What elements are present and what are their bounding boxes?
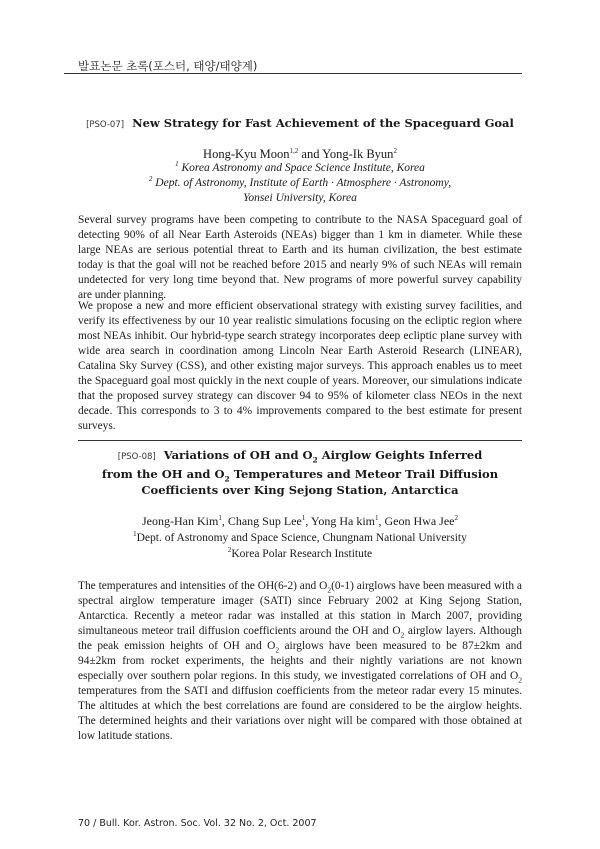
affil-text: Korea Astronomy and Space Science Institute, Korea [181, 162, 425, 174]
affil-number: 2 [227, 546, 232, 555]
title-part: Coefficients over King Sejong Station, Antarctica [141, 483, 459, 497]
abstract-1-affiliation-1 [78, 161, 522, 176]
author-separator: , [221, 514, 228, 528]
abstract-1-paragraph-1: Several survey programs have been competing to contribute to the NASA Spaceguard goal of detecting 90% of all Near Earth Asteroids (NEAs) bigger than 1 km in diameter. While these large NEAs are serious potential threat to Earth and its human civilization, the best estimate today is that the goal will not be reached before 2015 and nearly 9% of such NEAs will remain undetected for very long time beyond that. New programs of more powerful survey capability are under planning. [78, 214, 522, 301]
para-part: temperatures from the SATI and diffusion coefficients from the meteor radar every 15 minutes. The altitudes at which the best correlations are found are considered to be the airglow heights. The determined heights and their variations over night will be compared with those obtained at low latitude stations. [78, 685, 522, 742]
para-part: airglow layers. Although the peak emission heights of OH and O [78, 625, 522, 652]
author-name: Yong-Ik Byun [322, 147, 394, 161]
para-part: (0-1) airglows have been measured with a spectral airglow temperature imager (SATI) since February 2002 at King Sejong Station, Antarctica. Recently a meteor radar was installed at this station in March 2007, providing simultaneous meteor trail diffusion coefficients around the OH and O [78, 580, 522, 637]
author-separator: , [378, 514, 385, 528]
author-name: Chang Sup Lee [227, 514, 302, 528]
para-part: The temperatures and intensities of the OH(6-2) and O [78, 580, 328, 592]
abstract-1-title-text: New Strategy for Fast Achievement of the Spaceguard Goal [132, 116, 514, 130]
abstract-1-authors [78, 147, 522, 162]
author-affil-mark: 2 [393, 146, 397, 155]
author-separator: and [298, 147, 323, 161]
abstract-2-title [78, 447, 522, 499]
affil-text: Dept. of Astronomy, Institute of Earth · Atmosphere · Astronomy, [155, 177, 452, 189]
abstract-1-affiliation-2-cont [78, 191, 522, 206]
abstract-1-code: [PSO-07] [86, 120, 125, 130]
running-header: 발표논문 초록(포스터, 태양/태양계) [78, 59, 258, 73]
author-affil-mark: 1,2 [289, 146, 299, 155]
affil-number: 1 [133, 530, 137, 539]
subscript: 2 [224, 473, 230, 483]
para-part: airglows have been measured to be 87±2km and 94±2km from rocket experiments, the heights and their nightly variations are not known especially over southern polar regions. In this study, we investigated correlations of OH and O [78, 640, 522, 682]
author-name: Yong Ha kim [310, 514, 376, 528]
title-part: Airglow Geights Inferred [317, 448, 483, 462]
author-affil-mark: 2 [454, 514, 458, 522]
author-name: Jeong-Han Kim [142, 514, 219, 528]
affil-text: Korea Polar Research Institute [231, 548, 373, 560]
author-affil-mark: 1 [218, 514, 222, 522]
abstract-2-authors [78, 514, 522, 529]
abstract-2-paragraph [78, 579, 522, 744]
affil-text: Dept. of Astronomy and Space Science, Chungnam National University [136, 532, 467, 544]
abstract-2-code: [PSO-08] [117, 452, 156, 462]
author-affil-mark: 1 [375, 514, 379, 522]
abstract-2-affiliation-1 [78, 532, 522, 544]
title-part: Variations of OH and O [163, 448, 313, 462]
subscript: 2 [312, 455, 318, 465]
abstract-2-affiliation-2 [78, 548, 522, 560]
author-name: Geon Hwa Jee [384, 514, 455, 528]
title-part: Temperatures and Meteor Trail Diffusion [229, 466, 499, 481]
abstract-1-paragraph-2: We propose a new and more efficient observational strategy with existing survey facilities, and verify its effectiveness by our 10 year realistic simulations focusing on the ecliptic region where most NEAs inhibit. Our hybrid-type search strategy incorporates deep ecliptic plane survey with wide area search in coordination among Lincoln Near Earth Asteroid Research (LINEAR), Catalina Sky Survey (CSS), and other existing major surveys. This approach enables us to meet the Spaceguard goal most quickly in the next couple of years. Moreover, our simulations indicate that the proposed survey strategy can discover 94 to 95% of kilometer class NEOs in the next decade. This corresponds to 3 to 4% improvements compared to the best estimate for present surveys. [78, 300, 522, 432]
subscript: 2 [400, 630, 405, 640]
affil-number: 2 [148, 175, 153, 184]
abstract-1-title [78, 116, 522, 130]
author-affil-mark: 1 [301, 514, 306, 522]
header-rule [64, 73, 522, 74]
subscript: 2 [275, 645, 280, 655]
abstract-1-affiliation-2 [78, 176, 522, 191]
author-name: Hong-Kyu Moon [203, 147, 290, 161]
title-part: from the OH and O [101, 466, 225, 481]
subscript: 2 [518, 675, 522, 685]
section-rule [78, 440, 522, 441]
affil-text: Yonsei University, Korea [243, 192, 357, 204]
affil-number: 1 [175, 160, 179, 169]
author-separator: , [305, 514, 311, 528]
subscript: 2 [327, 585, 332, 595]
page-footer: 70 / Bull. Kor. Astron. Soc. Vol. 32 No. 2, Oct. 2007 [78, 818, 317, 829]
